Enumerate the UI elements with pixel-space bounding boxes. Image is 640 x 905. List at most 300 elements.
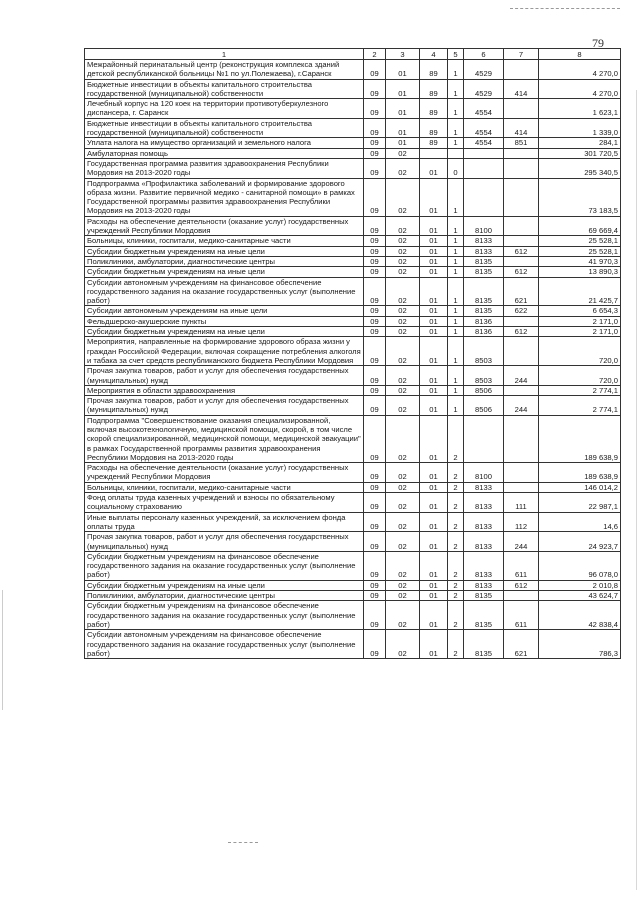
row-name: Фонд оплаты труда казенных учреждений и взносы по обязательному социальному страхованию	[85, 493, 364, 513]
target-code: 4529	[464, 60, 504, 80]
program-code: 89	[420, 138, 448, 148]
row-name: Амбулаторная помощь	[85, 148, 364, 158]
target-code: 8133	[464, 236, 504, 246]
section-code: 09	[364, 493, 386, 513]
subprogram-code: 2	[448, 493, 464, 513]
amount: 1 623,1	[539, 99, 621, 119]
subsection-code: 01	[386, 118, 420, 138]
program-code: 01	[420, 366, 448, 386]
table-row	[85, 138, 621, 148]
table-row	[85, 148, 621, 158]
amount: 720,0	[539, 366, 621, 386]
target-code	[464, 415, 504, 462]
subsection-code: 02	[386, 366, 420, 386]
section-code: 09	[364, 79, 386, 99]
amount: 720,0	[539, 337, 621, 366]
table-row	[85, 316, 621, 326]
subprogram-code: 1	[448, 316, 464, 326]
section-code: 09	[364, 512, 386, 532]
column-header: 6	[464, 49, 504, 60]
subprogram-code: 1	[448, 366, 464, 386]
table-row	[85, 591, 621, 601]
amount: 2 774,1	[539, 396, 621, 416]
row-name: Больницы, клиники, госпитали, медико-санитарные части	[85, 236, 364, 246]
table-row	[85, 532, 621, 552]
row-name: Субсидии бюджетным учреждениям на иные цели	[85, 246, 364, 256]
row-name: Подпрограмма «Профилактика заболеваний и формирование здорового образа жизни. Развитие первичной медико - санитарной помощи» в рамках Государственной программы развития здравоохранения Республики Мордовия на 2013-2020 годы	[85, 178, 364, 216]
expense-type-code	[504, 385, 539, 395]
amount: 96 078,0	[539, 551, 621, 580]
amount: 41 970,3	[539, 256, 621, 266]
section-code: 09	[364, 99, 386, 119]
subprogram-code: 2	[448, 532, 464, 552]
row-name: Расходы на обеспечение деятельности (оказание услуг) государственных учреждений Республики Мордовия	[85, 216, 364, 236]
amount: 786,3	[539, 630, 621, 659]
program-code: 01	[420, 385, 448, 395]
row-name: Мероприятия в области здравоохранения	[85, 385, 364, 395]
target-code: 4554	[464, 99, 504, 119]
column-header: 1	[85, 49, 364, 60]
section-code: 09	[364, 178, 386, 216]
expense-type-code	[504, 158, 539, 178]
subprogram-code: 1	[448, 385, 464, 395]
expense-type-code: 244	[504, 532, 539, 552]
subsection-code: 02	[386, 158, 420, 178]
amount: 25 528,1	[539, 246, 621, 256]
subsection-code: 02	[386, 178, 420, 216]
row-name: Фельдшерско-акушерские пункты	[85, 316, 364, 326]
amount: 21 425,7	[539, 277, 621, 306]
section-code: 09	[364, 118, 386, 138]
table-row	[85, 493, 621, 513]
section-code: 09	[364, 316, 386, 326]
expense-type-code: 414	[504, 118, 539, 138]
amount: 2 171,0	[539, 316, 621, 326]
row-name: Субсидии бюджетным учреждениям на финансовое обеспечение государственного задания на оказание государственных услуг (выполнение работ)	[85, 551, 364, 580]
section-code: 09	[364, 337, 386, 366]
column-header: 3	[386, 49, 420, 60]
program-code: 01	[420, 601, 448, 630]
table-row	[85, 118, 621, 138]
amount: 189 638,9	[539, 463, 621, 483]
subsection-code: 02	[386, 512, 420, 532]
amount: 295 340,5	[539, 158, 621, 178]
expense-type-code	[504, 60, 539, 80]
section-code: 09	[364, 551, 386, 580]
target-code: 8135	[464, 277, 504, 306]
target-code: 8135	[464, 591, 504, 601]
program-code: 01	[420, 316, 448, 326]
subsection-code: 02	[386, 327, 420, 337]
subsection-code: 02	[386, 236, 420, 246]
target-code: 8135	[464, 267, 504, 277]
table-row	[85, 267, 621, 277]
subsection-code: 02	[386, 591, 420, 601]
expense-type-code	[504, 178, 539, 216]
target-code	[464, 178, 504, 216]
section-code: 09	[364, 482, 386, 492]
table-row	[85, 277, 621, 306]
target-code: 8506	[464, 396, 504, 416]
subprogram-code: 1	[448, 118, 464, 138]
target-code: 8135	[464, 256, 504, 266]
table-header-row	[85, 49, 621, 60]
subsection-code: 02	[386, 396, 420, 416]
scan-edge-right	[636, 90, 637, 890]
subprogram-code: 2	[448, 512, 464, 532]
section-code: 09	[364, 277, 386, 306]
table-row	[85, 415, 621, 462]
expense-type-code	[504, 99, 539, 119]
expense-type-code: 244	[504, 366, 539, 386]
section-code: 09	[364, 327, 386, 337]
subsection-code: 02	[386, 148, 420, 158]
program-code: 01	[420, 158, 448, 178]
section-code: 09	[364, 396, 386, 416]
subprogram-code: 1	[448, 246, 464, 256]
subsection-code: 02	[386, 415, 420, 462]
program-code: 01	[420, 396, 448, 416]
table-row	[85, 99, 621, 119]
table-row	[85, 630, 621, 659]
target-code: 8135	[464, 630, 504, 659]
amount: 2 774,1	[539, 385, 621, 395]
page-number: 79	[592, 36, 604, 50]
subprogram-code	[448, 148, 464, 158]
subsection-code: 02	[386, 551, 420, 580]
section-code: 09	[364, 532, 386, 552]
section-code: 09	[364, 236, 386, 246]
row-name: Расходы на обеспечение деятельности (оказание услуг) государственных учреждений Республики Мордовия	[85, 463, 364, 483]
expense-type-code: 112	[504, 512, 539, 532]
expense-type-code: 612	[504, 327, 539, 337]
subsection-code: 02	[386, 306, 420, 316]
amount: 4 270,0	[539, 60, 621, 80]
subsection-code: 01	[386, 99, 420, 119]
table-row	[85, 256, 621, 266]
row-name: Субсидии автономным учреждениям на финансовое обеспечение государственного задания на оказание государственных услуг (выполнение работ)	[85, 277, 364, 306]
subprogram-code: 1	[448, 337, 464, 366]
program-code: 01	[420, 216, 448, 236]
section-code: 09	[364, 601, 386, 630]
section-code: 09	[364, 158, 386, 178]
program-code	[420, 148, 448, 158]
program-code: 01	[420, 256, 448, 266]
subprogram-code: 2	[448, 591, 464, 601]
expense-type-code: 611	[504, 551, 539, 580]
subprogram-code: 1	[448, 306, 464, 316]
subprogram-code: 1	[448, 216, 464, 236]
table-row	[85, 580, 621, 590]
section-code: 09	[364, 306, 386, 316]
amount: 284,1	[539, 138, 621, 148]
row-name: Субсидии бюджетным учреждениям на финансовое обеспечение государственного задания на оказание государственных услуг (выполнение работ)	[85, 601, 364, 630]
target-code: 8100	[464, 463, 504, 483]
budget-table	[84, 48, 621, 659]
section-code: 09	[364, 246, 386, 256]
program-code: 01	[420, 415, 448, 462]
amount: 13 890,3	[539, 267, 621, 277]
program-code: 89	[420, 118, 448, 138]
program-code: 01	[420, 493, 448, 513]
subsection-code: 02	[386, 216, 420, 236]
amount: 25 528,1	[539, 236, 621, 246]
expense-type-code	[504, 482, 539, 492]
program-code: 01	[420, 580, 448, 590]
subsection-code: 02	[386, 601, 420, 630]
section-code: 09	[364, 463, 386, 483]
table-row	[85, 306, 621, 316]
amount: 2 010,8	[539, 580, 621, 590]
subprogram-code: 1	[448, 79, 464, 99]
amount: 14,6	[539, 512, 621, 532]
expense-type-code	[504, 256, 539, 266]
subprogram-code: 2	[448, 482, 464, 492]
section-code: 09	[364, 216, 386, 236]
subsection-code: 02	[386, 482, 420, 492]
amount: 22 987,1	[539, 493, 621, 513]
expense-type-code: 611	[504, 601, 539, 630]
row-name: Субсидии автономным учреждениям на финансовое обеспечение государственного задания на оказание государственных услуг (выполнение работ)	[85, 630, 364, 659]
row-name: Прочая закупка товаров, работ и услуг для обеспечения государственных (муниципальных) нужд	[85, 396, 364, 416]
subsection-code: 02	[386, 580, 420, 590]
row-name: Прочая закупка товаров, работ и услуг для обеспечения государственных (муниципальных) нужд	[85, 532, 364, 552]
subsection-code: 01	[386, 60, 420, 80]
expense-type-code: 244	[504, 396, 539, 416]
expense-type-code: 851	[504, 138, 539, 148]
program-code: 01	[420, 551, 448, 580]
expense-type-code: 621	[504, 277, 539, 306]
scan-edge-left	[2, 590, 3, 710]
expense-type-code: 612	[504, 580, 539, 590]
row-name: Субсидии бюджетным учреждениям на иные цели	[85, 580, 364, 590]
program-code: 01	[420, 236, 448, 246]
target-code	[464, 158, 504, 178]
row-name: Субсидии бюджетным учреждениям на иные цели	[85, 267, 364, 277]
target-code: 4554	[464, 118, 504, 138]
program-code: 01	[420, 327, 448, 337]
expense-type-code: 111	[504, 493, 539, 513]
subprogram-code: 1	[448, 138, 464, 148]
section-code: 09	[364, 60, 386, 80]
program-code: 01	[420, 246, 448, 256]
row-name: Поликлиники, амбулатории, диагностические центры	[85, 256, 364, 266]
target-code: 8100	[464, 216, 504, 236]
expense-type-code: 612	[504, 267, 539, 277]
program-code: 89	[420, 60, 448, 80]
subsection-code: 02	[386, 630, 420, 659]
program-code: 01	[420, 532, 448, 552]
table-row	[85, 512, 621, 532]
target-code: 8135	[464, 601, 504, 630]
section-code: 09	[364, 366, 386, 386]
amount: 6 654,3	[539, 306, 621, 316]
scan-mark	[510, 8, 620, 10]
program-code: 01	[420, 277, 448, 306]
section-code: 09	[364, 415, 386, 462]
subsection-code: 02	[386, 532, 420, 552]
table-row	[85, 385, 621, 395]
amount: 146 014,2	[539, 482, 621, 492]
row-name: Иные выплаты персоналу казенных учреждений, за исключением фонда оплаты труда	[85, 512, 364, 532]
table-row	[85, 601, 621, 630]
subsection-code: 02	[386, 246, 420, 256]
expense-type-code: 621	[504, 630, 539, 659]
program-code: 01	[420, 337, 448, 366]
subprogram-code: 1	[448, 236, 464, 246]
row-name: Бюджетные инвестиции в объекты капитального строительства государственной (муниципальной) собственности	[85, 118, 364, 138]
row-name: Субсидии автономным учреждениям на иные цели	[85, 306, 364, 316]
expense-type-code: 414	[504, 79, 539, 99]
subprogram-code: 0	[448, 158, 464, 178]
target-code: 8503	[464, 337, 504, 366]
subprogram-code: 1	[448, 178, 464, 216]
expense-type-code	[504, 463, 539, 483]
row-name: Мероприятия, направленные на формирование здорового образа жизни у граждан Российской Федерации, включая сокращение потребления алкоголя и табака за счет средств республиканского бюджета Республики Мордовия	[85, 337, 364, 366]
amount: 4 270,0	[539, 79, 621, 99]
amount: 2 171,0	[539, 327, 621, 337]
subprogram-code: 1	[448, 267, 464, 277]
amount: 189 638,9	[539, 415, 621, 462]
target-code: 8133	[464, 532, 504, 552]
subprogram-code: 1	[448, 277, 464, 306]
section-code: 09	[364, 148, 386, 158]
target-code: 8133	[464, 551, 504, 580]
table-row	[85, 178, 621, 216]
program-code: 01	[420, 178, 448, 216]
program-code: 01	[420, 630, 448, 659]
expense-type-code	[504, 316, 539, 326]
subprogram-code: 2	[448, 415, 464, 462]
amount: 24 923,7	[539, 532, 621, 552]
section-code: 09	[364, 138, 386, 148]
target-code: 8136	[464, 327, 504, 337]
expense-type-code	[504, 591, 539, 601]
subprogram-code: 1	[448, 256, 464, 266]
expense-type-code	[504, 337, 539, 366]
subprogram-code: 2	[448, 630, 464, 659]
row-name: Больницы, клиники, госпитали, медико-санитарные части	[85, 482, 364, 492]
subprogram-code: 1	[448, 60, 464, 80]
subsection-code: 01	[386, 138, 420, 148]
subsection-code: 01	[386, 79, 420, 99]
target-code: 4529	[464, 79, 504, 99]
row-name: Поликлиники, амбулатории, диагностические центры	[85, 591, 364, 601]
program-code: 01	[420, 512, 448, 532]
table-row	[85, 60, 621, 80]
subprogram-code: 1	[448, 327, 464, 337]
expense-type-code	[504, 415, 539, 462]
table-body	[85, 60, 621, 659]
table-row	[85, 337, 621, 366]
program-code: 01	[420, 463, 448, 483]
target-code: 8133	[464, 246, 504, 256]
section-code: 09	[364, 630, 386, 659]
subsection-code: 02	[386, 256, 420, 266]
scan-mark-bottom	[228, 842, 258, 843]
amount: 69 669,4	[539, 216, 621, 236]
column-header: 4	[420, 49, 448, 60]
program-code: 01	[420, 267, 448, 277]
row-name: Субсидии бюджетным учреждениям на иные цели	[85, 327, 364, 337]
column-header: 2	[364, 49, 386, 60]
target-code: 8133	[464, 580, 504, 590]
table-row	[85, 327, 621, 337]
subprogram-code: 2	[448, 580, 464, 590]
subsection-code: 02	[386, 337, 420, 366]
row-name: Лечебный корпус на 120 коек на территории противотуберкулезного диспансера, г. Саранск	[85, 99, 364, 119]
table-row	[85, 236, 621, 246]
target-code: 8133	[464, 512, 504, 532]
target-code: 8133	[464, 482, 504, 492]
section-code: 09	[364, 267, 386, 277]
subsection-code: 02	[386, 385, 420, 395]
section-code: 09	[364, 580, 386, 590]
subsection-code: 02	[386, 267, 420, 277]
target-code: 8133	[464, 493, 504, 513]
table-row	[85, 463, 621, 483]
amount: 43 624,7	[539, 591, 621, 601]
table-row	[85, 482, 621, 492]
row-name: Подпрограмма "Совершенствование оказания специализированной, включая высокотехнологичную, медицинской помощи, скорой, в том числе скорой специализированной, медицинской помощи, медицинской эвакуации" в рамках Государственной программы развития здравоохранения Республики Мордовия на 2013-2020 годы	[85, 415, 364, 462]
amount: 42 838,4	[539, 601, 621, 630]
section-code: 09	[364, 256, 386, 266]
column-header: 8	[539, 49, 621, 60]
subsection-code: 02	[386, 493, 420, 513]
target-code: 8506	[464, 385, 504, 395]
program-code: 01	[420, 306, 448, 316]
program-code: 01	[420, 591, 448, 601]
subprogram-code: 1	[448, 396, 464, 416]
column-header: 7	[504, 49, 539, 60]
subprogram-code: 2	[448, 463, 464, 483]
row-name: Бюджетные инвестиции в объекты капитального строительства государственной (муниципальной) собственности	[85, 79, 364, 99]
target-code: 8136	[464, 316, 504, 326]
target-code	[464, 148, 504, 158]
subprogram-code: 2	[448, 601, 464, 630]
target-code: 4554	[464, 138, 504, 148]
expense-type-code	[504, 148, 539, 158]
subsection-code: 02	[386, 277, 420, 306]
expense-type-code: 612	[504, 246, 539, 256]
program-code: 01	[420, 482, 448, 492]
expense-type-code: 622	[504, 306, 539, 316]
section-code: 09	[364, 385, 386, 395]
amount: 1 339,0	[539, 118, 621, 138]
program-code: 89	[420, 99, 448, 119]
program-code: 89	[420, 79, 448, 99]
subsection-code: 02	[386, 463, 420, 483]
target-code: 8503	[464, 366, 504, 386]
subsection-code: 02	[386, 316, 420, 326]
table-row	[85, 366, 621, 386]
table-row	[85, 396, 621, 416]
amount: 73 183,5	[539, 178, 621, 216]
target-code: 8135	[464, 306, 504, 316]
row-name: Уплата налога на имущество организаций и земельного налога	[85, 138, 364, 148]
row-name: Государственная программа развития здравоохранения Республики Мордовия на 2013-2020 годы	[85, 158, 364, 178]
section-code: 09	[364, 591, 386, 601]
table-row	[85, 158, 621, 178]
row-name: Прочая закупка товаров, работ и услуг для обеспечения государственных (муниципальных) нужд	[85, 366, 364, 386]
table-row	[85, 551, 621, 580]
table-row	[85, 216, 621, 236]
table-row	[85, 246, 621, 256]
subprogram-code: 2	[448, 551, 464, 580]
column-header: 5	[448, 49, 464, 60]
table-row	[85, 79, 621, 99]
row-name: Межрайонный перинатальный центр (реконструкция комплекса зданий детской республиканской больницы №1 по ул.Полежаева), г.Саранск	[85, 60, 364, 80]
